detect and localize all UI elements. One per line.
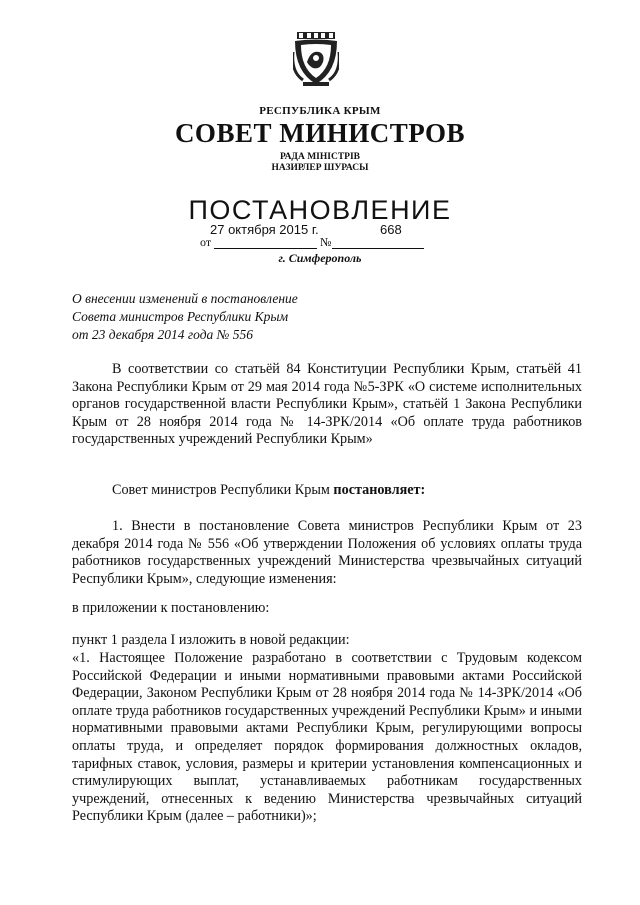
preamble-paragraph: В соответствии со статьёй 84 Конституции Республики Крым, статьёй 41 Закона Республики Крым от 29 мая 2014 года №5-ЗРК «О системе исполнительных органов государственной власти Республики Крым», статьёй 1 Закона Республики Крым от 28 ноября 2014 года № 14-ЗРК/2014 «Об оплате труда работников государственных учреждений Республики Крым»: [72, 361, 582, 448]
council-name-ukrainian: РАДА МІНІСТРІВ: [279, 152, 360, 162]
council-name: СОВЕТ МИНИСТРОВ: [174, 118, 466, 148]
decree-subject: Совет министров Республики Крым: [112, 482, 330, 498]
council-name-crimean-tatar: НАЗИРЛЕР ШУРАСЫ: [271, 163, 369, 173]
republic-name: РЕСПУБЛИКА КРЫМ: [259, 105, 381, 117]
date-underline: [214, 248, 317, 249]
decree-verb: постановляет:: [333, 482, 426, 498]
resolution-subject: [72, 290, 298, 344]
crimea-coat-of-arms-icon: [293, 32, 339, 88]
document-type-title: ПОСТАНОВЛЕНИЕ: [188, 195, 452, 225]
item-1-paragraph: 1. Внести в постановление Совета министров Республики Крым от 23 декабря 2014 года № 556 «Об утверждении Положения об условиях оплаты труда работников государственных учреждений Министерства чрезвычайных ситуаций Республики Крым», следующие изменения:: [72, 518, 582, 587]
subject-line: Совета министров Республики Крым: [72, 309, 289, 324]
decree-paragraph: [72, 482, 582, 500]
clause-paragraph: пункт 1 раздела I изложить в новой редакции:: [72, 632, 350, 648]
city-name: г. Симферополь: [278, 251, 362, 265]
resolution-date: 27 октября 2015 г.: [210, 222, 319, 237]
resolution-number: 668: [380, 222, 402, 237]
number-label: №: [320, 235, 332, 249]
number-underline: [332, 248, 424, 249]
date-label: от: [200, 235, 212, 249]
subject-line: от 23 декабря 2014 года № 556: [72, 327, 253, 342]
annex-paragraph: в приложении к постановлению:: [72, 600, 270, 616]
subject-line: О внесении изменений в постановление: [72, 291, 298, 306]
new-wording-paragraph: «1. Настоящее Положение разработано в соответствии с Трудовым кодексом Российской Федерации и иными нормативными правовыми актами Российской Федерации, Законом Республики Крым от 28 ноября 2014 года № 14-ЗРК/2014 «Об оплате труда работников государственных учреждений Республики Крым» и иными нормативными правовыми актами Республики Крым, регулирующими вопросы оплаты труда, и определяет порядок формирования должностных окладов, тарифных ставок, условия, размеры и критерии установления компенсационных и стимулирующих выплат, устанавливаемых работникам государственных учреждений, отнесенных к ведению Министерства чрезвычайных ситуаций Республики Крым (далее – работники)»;: [72, 650, 582, 825]
